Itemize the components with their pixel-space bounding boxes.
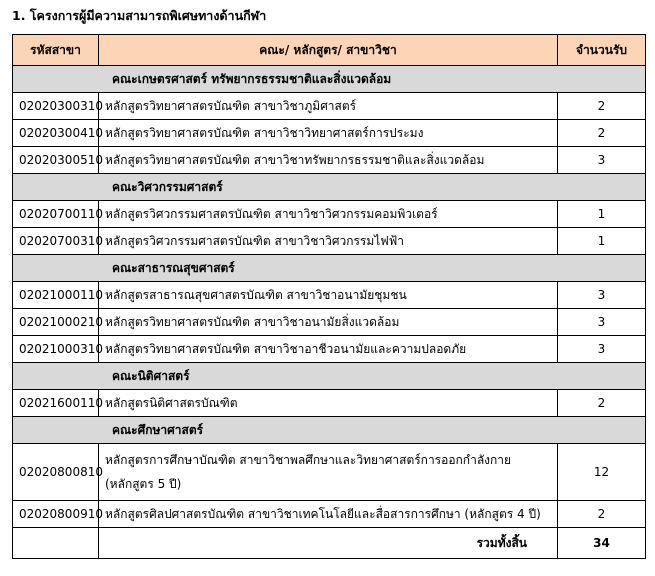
faculty-name: คณะนิติศาสตร์: [13, 363, 646, 390]
program-name: หลักสูตรนิติศาสตรบัณฑิต: [99, 390, 558, 417]
total-row: [13, 528, 646, 559]
faculty-name: คณะวิศวกรรมศาสตร์: [13, 174, 646, 201]
program-table: [12, 34, 646, 559]
table-row: [13, 282, 646, 309]
program-seats: 3: [558, 336, 646, 363]
table-header-row: [13, 35, 646, 66]
program-seats: 3: [558, 147, 646, 174]
header-code: รหัสสาขา: [13, 35, 99, 66]
program-code: 02020800810: [13, 444, 99, 501]
faculty-name: คณะเกษตรศาสตร์ ทรัพยากรธรรมชาติและสิ่งแวดล้อม: [13, 66, 646, 93]
header-seats: จำนวนรับ: [558, 35, 646, 66]
faculty-row: [13, 255, 646, 282]
total-seats: 34: [558, 528, 646, 559]
faculty-row: [13, 66, 646, 93]
program-code: 02021600110: [13, 390, 99, 417]
program-name: หลักสูตรวิทยาศาสตรบัณฑิต สาขาวิชาภูมิศาสตร์: [99, 93, 558, 120]
program-seats: 12: [558, 444, 646, 501]
total-label: รวมทั้งสิ้น: [99, 528, 558, 559]
program-seats: 1: [558, 201, 646, 228]
program-code: 02021000310: [13, 336, 99, 363]
table-row: [13, 93, 646, 120]
program-code: 02021000110: [13, 282, 99, 309]
program-code: 02020800910: [13, 501, 99, 528]
program-code: 02020700310: [13, 228, 99, 255]
program-code: 02020700110: [13, 201, 99, 228]
table-row: [13, 201, 646, 228]
program-name: หลักสูตรวิทยาศาสตรบัณฑิต สาขาวิชาทรัพยากรธรรมชาติและสิ่งแวดล้อม: [99, 147, 558, 174]
table-row: [13, 444, 646, 501]
program-code: 02021000210: [13, 309, 99, 336]
table-row: [13, 147, 646, 174]
faculty-row: [13, 363, 646, 390]
faculty-row: [13, 417, 646, 444]
section-heading: 1. โครงการผู้มีความสามารถพิเศษทางด้านกีฬา: [12, 8, 267, 23]
table-row: [13, 120, 646, 147]
program-code: 02020300410: [13, 120, 99, 147]
program-name: หลักสูตรวิศวกรรมศาสตรบัณฑิต สาขาวิชาวิศวกรรมคอมพิวเตอร์: [99, 201, 558, 228]
program-name-line1: หลักสูตรการศึกษาบัณฑิต สาขาวิชาพลศึกษาและวิทยาศาสตร์การออกกำลังกาย: [105, 453, 512, 467]
program-name-line2: (หลักสูตร 5 ปี): [105, 477, 182, 491]
table-row: [13, 228, 646, 255]
faculty-name: คณะสาธารณสุขศาสตร์: [13, 255, 646, 282]
table-row: [13, 501, 646, 528]
table-row: [13, 336, 646, 363]
program-seats: 3: [558, 309, 646, 336]
program-name: [99, 444, 558, 501]
program-seats: 3: [558, 282, 646, 309]
faculty-name: คณะศึกษาศาสตร์: [13, 417, 646, 444]
program-name: หลักสูตรวิทยาศาสตรบัณฑิต สาขาวิชาวิทยาศาสตร์การประมง: [99, 120, 558, 147]
program-name: หลักสูตรวิศวกรรมศาสตรบัณฑิต สาขาวิชาวิศวกรรมไฟฟ้า: [99, 228, 558, 255]
program-code: 02020300310: [13, 93, 99, 120]
program-seats: 2: [558, 390, 646, 417]
program-code: 02020300510: [13, 147, 99, 174]
total-empty-cell: [13, 528, 99, 559]
program-seats: 2: [558, 501, 646, 528]
program-name: หลักสูตรสาธารณสุขศาสตรบัณฑิต สาขาวิชาอนามัยชุมชน: [99, 282, 558, 309]
faculty-row: [13, 174, 646, 201]
program-seats: 2: [558, 120, 646, 147]
header-program: คณะ/ หลักสูตร/ สาขาวิชา: [99, 35, 558, 66]
program-name: หลักสูตรศิลปศาสตรบัณฑิต สาขาวิชาเทคโนโลยีและสื่อสารการศึกษา (หลักสูตร 4 ปี): [99, 501, 558, 528]
program-seats: 1: [558, 228, 646, 255]
table-row: [13, 309, 646, 336]
table-row: [13, 390, 646, 417]
program-seats: 2: [558, 93, 646, 120]
program-name: หลักสูตรวิทยาศาสตรบัณฑิต สาขาวิชาอนามัยสิ่งแวดล้อม: [99, 309, 558, 336]
program-name: หลักสูตรวิทยาศาสตรบัณฑิต สาขาวิชาอาชีวอนามัยและความปลอดภัย: [99, 336, 558, 363]
